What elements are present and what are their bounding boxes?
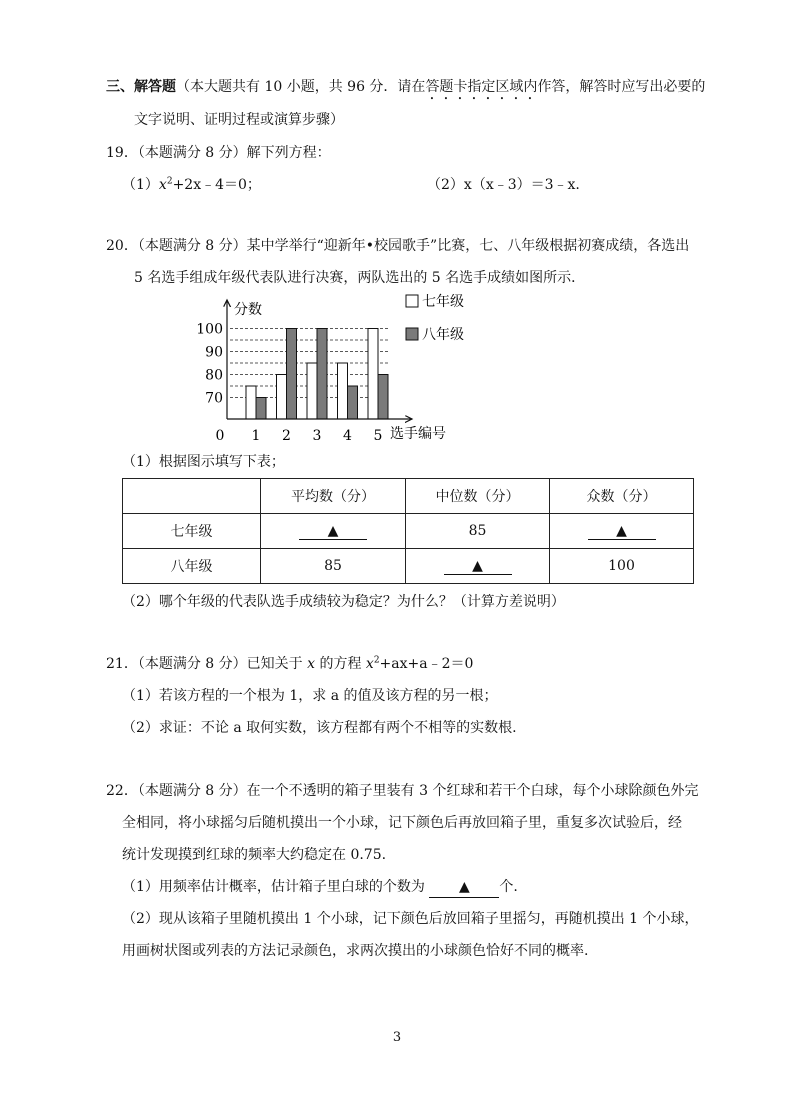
q19-part1 (122, 175, 261, 195)
answer-blank-cell (261, 514, 406, 549)
bar-grade7-5 (368, 329, 378, 420)
q19-p2-text: x（x﹣3）＝3﹣x. (463, 177, 580, 193)
section-heading-line (106, 77, 705, 103)
x-tick-label: 1 (251, 428, 261, 444)
q20-header (106, 236, 689, 256)
q22-part2-line1: （2）现从该箱子里随机摸出 1 个小球，记下颜色后放回箱子里摇匀，再随机摸出 1 个小球， (122, 911, 699, 927)
row-grade: 七年级 (123, 514, 261, 549)
q22-part2-line2: 用画树状图或列表的方法记录颜色，求两次摸出的小球颜色恰好不同的概率. (122, 943, 589, 959)
x-tick-label: 3 (312, 428, 322, 444)
table-cell: 100 (550, 549, 694, 584)
y-tick-label: 100 (196, 321, 223, 338)
q22-part1 (122, 877, 518, 898)
bar-grade7-3 (307, 363, 317, 419)
answer-blank-cell (550, 514, 694, 549)
legend-label-grade7: 七年级 (422, 294, 464, 310)
answer-blank: ▲ (299, 523, 367, 540)
q19-p1-rest: +2x﹣4＝0； (172, 177, 261, 193)
q19-p1-x: x (158, 177, 167, 193)
legend-swatch-grade8 (406, 328, 418, 340)
q21-part2: （2）求证：不论 a 取何实数，该方程都有两个不相等的实数根. (122, 720, 517, 736)
x-ticks (252, 428, 383, 444)
section-intro-a: （本大题共有 10 小题，共 96 分．请在 (176, 79, 426, 95)
table-cell: 85 (261, 549, 406, 584)
score-bar-chart (190, 292, 510, 452)
section-intro-b: 作答，解答时应写出必要的 (537, 79, 706, 95)
table-header-cell: 中位数（分） (406, 479, 550, 514)
answer-blank: ▲ (588, 523, 656, 540)
y-axis-label: 分数 (234, 302, 262, 318)
table-header-row (123, 479, 694, 514)
table-header-cell: 平均数（分） (261, 479, 406, 514)
table-row (123, 549, 694, 584)
table-cell: 85 (406, 514, 550, 549)
legend (406, 293, 464, 343)
q19-header (106, 143, 331, 163)
q19-p1-sup: 2 (166, 176, 173, 187)
bar-grade8-2 (287, 329, 297, 420)
q19-part2 (427, 175, 580, 195)
x-tick-label: 2 (282, 428, 291, 444)
answer-blank: ▲ (429, 877, 499, 898)
bar-grade8-3 (317, 329, 327, 420)
bar-grade7-1 (246, 386, 256, 419)
answer-blank: ▲ (444, 558, 512, 575)
y-tick-label: 70 (205, 390, 223, 407)
q21-eq-rest: +ax+a﹣2＝0 (379, 656, 474, 672)
q21-eq-x: x (365, 656, 374, 672)
q20-number: 20． (106, 238, 138, 254)
x-axis-label: 选手编号 (390, 426, 446, 442)
q20-line2: 5 名选手组成年级代表队进行决赛，两队选出的 5 名选手成绩如图所示． (134, 270, 586, 286)
table-row (123, 514, 694, 549)
q22-header (106, 781, 698, 801)
q21-eq-sup: 2 (373, 655, 380, 666)
chart-bars (246, 329, 388, 420)
q21-header (106, 654, 473, 674)
q21-number: 21． (106, 656, 138, 672)
bar-grade8-1 (256, 398, 266, 420)
q19-meta: （本题满分 8 分）解下列方程： (137, 145, 331, 161)
q19-p2-label: （2） (427, 177, 464, 193)
y-ticks (196, 322, 223, 407)
page-number: 3 (392, 1030, 402, 1045)
q22-line2: 全相同，将小球摇匀后随机摸出一个小球，记下颜色后再放回箱子里，重复多次试验后，经 (122, 815, 682, 831)
table-header-cell (123, 479, 261, 514)
bar-grade8-4 (348, 386, 358, 419)
q20-part1: （1）根据图示填写下表； (122, 454, 285, 470)
x-tick-label: 4 (343, 428, 352, 444)
section-heading: 三、解答题 (106, 79, 176, 95)
bar-grade7-4 (338, 363, 348, 419)
bar-grade8-5 (378, 375, 388, 420)
legend-swatch-grade7 (406, 295, 418, 307)
q20-part2: （2）哪个年级的代表队选手成绩较为稳定？为什么？（计算方差说明） (122, 594, 565, 610)
section-intro-line2: 文字说明、证明过程或演算步骤） (134, 112, 344, 128)
q22-line3: 统计发现摸到红球的频率大约稳定在 0.75. (122, 847, 387, 863)
table-header-cell: 众数（分） (550, 479, 694, 514)
legend-label-grade8: 八年级 (422, 327, 464, 343)
x-tick-label: 5 (373, 428, 383, 444)
q19-number: 19． (106, 145, 138, 161)
q21-meta-x: x (307, 656, 315, 672)
origin-label: 0 (215, 428, 225, 444)
q20-meta: （本题满分 8 分）某中学举行“迎新年•校园歌手”比赛，七、八年级根据初赛成绩，各选出 (137, 238, 690, 254)
q21-meta-b: 的方程 (315, 656, 366, 672)
section-intro-emph: 答题卡指定区域内 (425, 79, 538, 95)
q22-p1-b: 个. (499, 879, 518, 895)
q21-part1: （1）若该方程的一个根为 1，求 a 的值及该方程的另一根； (122, 688, 498, 704)
answer-blank-cell (406, 549, 550, 584)
q22-p1-a: （1）用频率估计概率，估计箱子里白球的个数为 (122, 879, 430, 895)
score-table (122, 478, 694, 584)
y-tick-label: 90 (205, 344, 223, 361)
y-tick-label: 80 (205, 367, 223, 384)
bar-grade7-2 (277, 375, 287, 420)
q21-meta-a: （本题满分 8 分）已知关于 (137, 656, 308, 672)
row-grade: 八年级 (123, 549, 261, 584)
q22-meta: （本题满分 8 分）在一个不透明的箱子里装有 3 个红球和若干个白球，每个小球除颜色外完 (137, 783, 699, 799)
q22-number: 22． (106, 783, 138, 799)
q19-p1-label: （1） (122, 177, 159, 193)
